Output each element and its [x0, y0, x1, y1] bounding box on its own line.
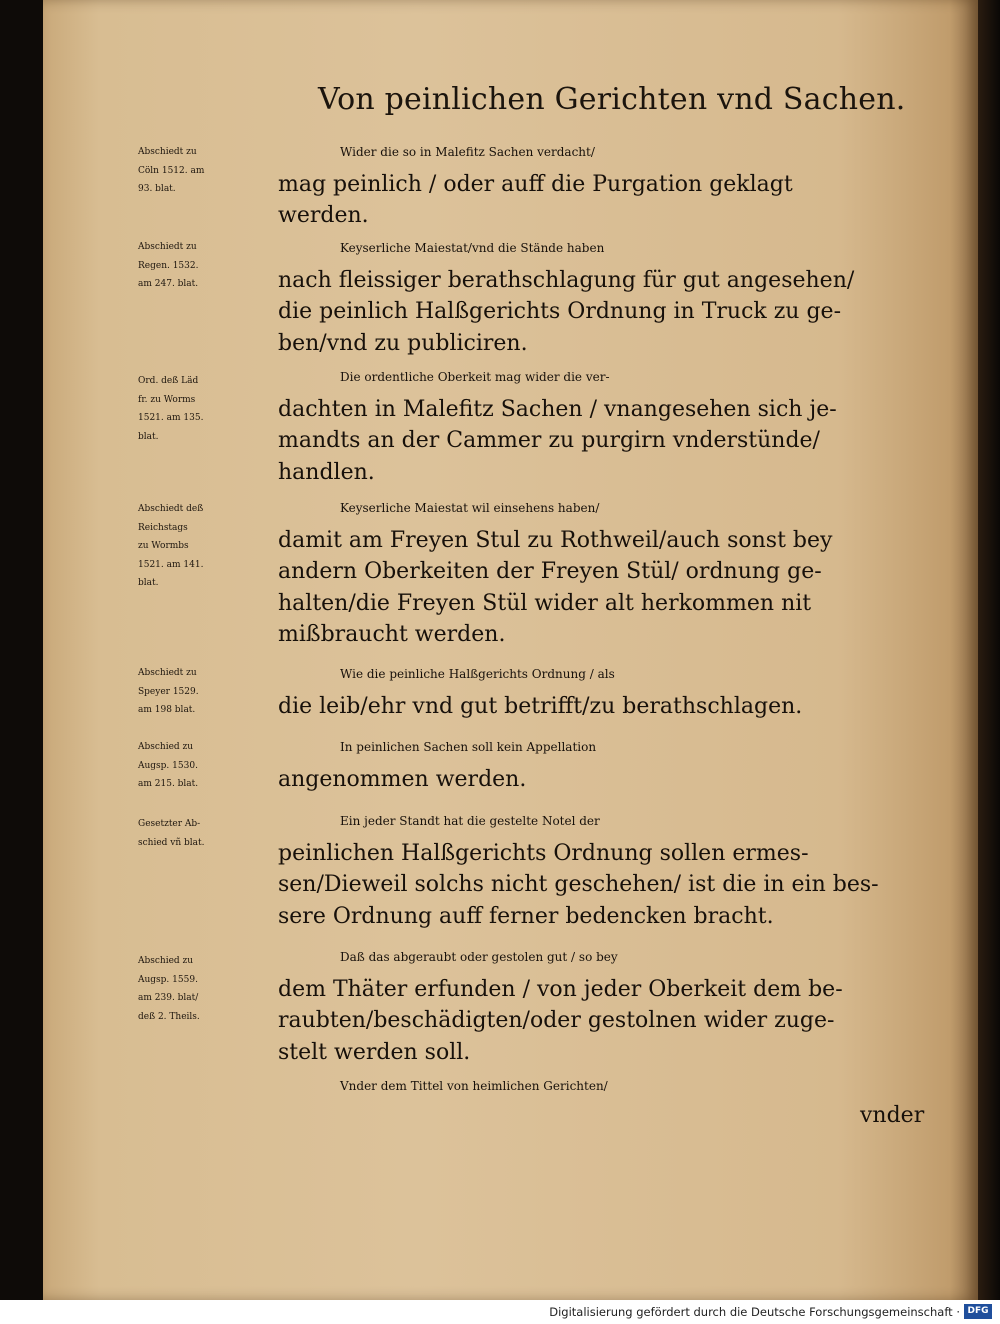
text-line: stelt werden soll.	[278, 1039, 471, 1065]
margin-note-line: am 215. blat.	[138, 779, 199, 789]
text-line: mandts an der Cammer zu purgirn vnderstünde/	[278, 428, 820, 453]
margin-note-1	[138, 143, 280, 199]
margin-note-line: 1521. am 141.	[138, 559, 204, 570]
paragraph-1	[278, 137, 938, 232]
paragraph-7	[278, 806, 938, 932]
footer-bar	[0, 1300, 1000, 1324]
text-line: Wie die peinliche Halßgerichts Ordnung / als	[340, 667, 615, 681]
text-line: damit am Freyen Stul zu Rothweil/auch sonst bey	[278, 527, 833, 553]
margin-note-line: 93. blat.	[138, 184, 176, 194]
margin-note-line: am 239. blat/	[138, 993, 199, 1003]
text-line: In peinlichen Sachen soll kein Appellation	[340, 740, 597, 754]
text-line: dem Thäter erfunden / von jeder Oberkeit dem be-	[278, 976, 843, 1002]
funding-credit: Digitalisierung gefördert durch die Deutsche Forschungsgemeinschaft ·	[549, 1305, 960, 1319]
text-line: angenommen werden.	[278, 766, 527, 792]
text-line: Ein jeder Standt hat die gestelte Notel der	[340, 814, 600, 828]
margin-note-line: Augsp. 1530.	[138, 760, 198, 771]
paragraph-2	[278, 233, 938, 359]
margin-note-line: Augsp. 1559.	[138, 974, 198, 985]
paragraph-6	[278, 732, 938, 795]
margin-note-line: am 247. blat.	[138, 279, 199, 289]
margin-note-line: blat.	[138, 431, 159, 442]
margin-note-line: Reichstags	[138, 522, 188, 533]
text-line: sen/Dieweil solchs nicht geschehen/ ist die in ein bes-	[278, 872, 879, 897]
margin-note-line: zu Wormbs	[138, 541, 189, 551]
margin-note-line: Regen. 1532.	[138, 260, 199, 271]
catchword: vnder	[860, 1103, 925, 1128]
dfg-logo: DFG	[964, 1304, 992, 1319]
paragraph-4	[278, 493, 938, 651]
margin-note-line: fr. zu Worms	[138, 394, 196, 405]
text-line: die peinlich Halßgerichts Ordnung in Truck zu ge-	[278, 299, 842, 324]
page-edge-shadow	[978, 0, 1000, 1300]
paragraph-3	[278, 362, 938, 488]
text-line: werden.	[278, 203, 369, 228]
text-line: Die ordentliche Oberkeit mag wider die ver-	[340, 370, 610, 384]
text-line: Keyserliche Maiestat wil einsehens haben/	[340, 501, 600, 515]
text-line: nach fleissiger berathschlagung für gut angesehen/	[278, 267, 855, 293]
margin-note-5	[138, 664, 280, 720]
margin-note-line: 1521. am 135.	[138, 413, 204, 423]
margin-note-line: Cöln 1512. am	[138, 165, 205, 176]
text-line: handlen.	[278, 459, 375, 485]
text-line: raubten/beschädigten/oder gestolnen wider zuge-	[278, 1008, 835, 1033]
margin-note-line: Ord. deß Läd	[138, 376, 199, 386]
text-line: ben/vnd zu publiciren.	[278, 330, 528, 356]
text-line: Wider die so in Malefitz Sachen verdacht/	[340, 145, 595, 159]
margin-note-line: am 198 blat.	[138, 705, 196, 715]
margin-note-line: schied vñ blat.	[138, 837, 205, 848]
text-line: sere Ordnung auff ferner bedencken bracht.	[278, 903, 774, 929]
paragraph-9	[278, 1071, 938, 1103]
text-line: Daß das abgeraubt oder gestolen gut / so bey	[340, 950, 618, 964]
margin-note-line: Abschiedt deß	[138, 504, 204, 514]
running-head: Von peinlichen Gerichten vnd Sachen.	[318, 82, 906, 117]
margin-note-7	[138, 815, 280, 852]
margin-note-line: Abschiedt zu	[138, 242, 197, 252]
margin-note-2	[138, 238, 280, 294]
paragraph-8	[278, 942, 938, 1068]
text-line: mag peinlich / oder auff die Purgation geklagt	[278, 171, 793, 197]
margin-note-line: Abschiedt zu	[138, 147, 197, 157]
text-line: dachten in Malefitz Sachen / vnangesehen sich je-	[278, 396, 837, 422]
margin-note-line: Gesetzter Ab-	[138, 819, 201, 829]
margin-note-3	[138, 372, 280, 446]
text-line: peinlichen Halßgerichts Ordnung sollen ermes-	[278, 840, 809, 866]
text-line: Keyserliche Maiestat/vnd die Stände haben	[340, 241, 605, 255]
margin-note-line: Abschied zu	[138, 742, 194, 752]
margin-note-6	[138, 738, 280, 794]
text-line: Vnder dem Tittel von heimlichen Gerichten/	[340, 1079, 608, 1093]
margin-note-4	[138, 500, 280, 593]
margin-note-line: deß 2. Theils.	[138, 1011, 200, 1022]
paragraph-5	[278, 659, 938, 722]
text-line: halten/die Freyen Stül wider alt herkommen nit	[278, 590, 812, 616]
text-line: mißbraucht werden.	[278, 622, 506, 647]
text-line: andern Oberkeiten der Freyen Stül/ ordnung ge-	[278, 559, 822, 584]
margin-note-line: Speyer 1529.	[138, 686, 199, 697]
margin-note-8	[138, 952, 280, 1026]
margin-note-line: Abschiedt zu	[138, 668, 197, 678]
margin-note-line: blat.	[138, 578, 159, 588]
margin-note-line: Abschied zu	[138, 956, 194, 966]
text-line: die leib/ehr vnd gut betrifft/zu berathschlagen.	[278, 693, 803, 719]
